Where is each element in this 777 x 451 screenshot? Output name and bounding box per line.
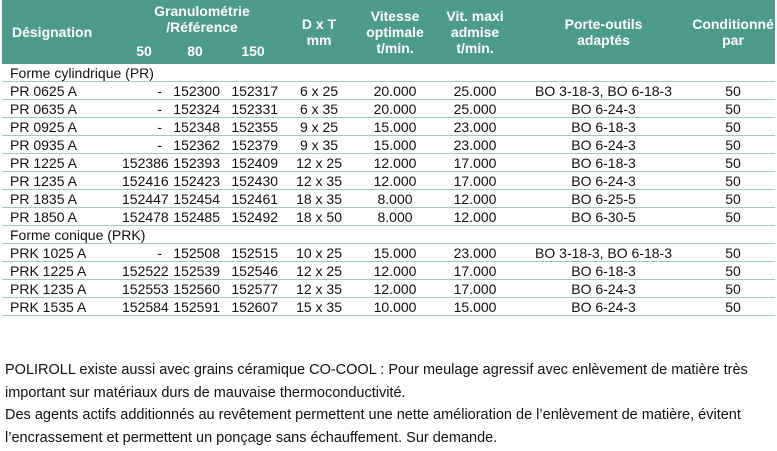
cell-grit-50: 152447: [122, 190, 169, 207]
cell-conditionne: 50: [691, 190, 775, 208]
cell-conditionne: 50: [691, 262, 775, 280]
cell-grit-150: 152317: [224, 82, 282, 100]
cell-grit-50: -: [122, 118, 166, 136]
cell-conditionne: 50: [691, 244, 775, 262]
header-granulometrie: Granulométrie /Référence: [122, 0, 282, 38]
group-row: [2, 64, 775, 82]
cell-grit-50: -: [122, 244, 166, 262]
header-vitesse-line3: t/min.: [376, 40, 414, 56]
cell-grit-50: 152478: [122, 208, 169, 225]
cell-vitmax: 25.000: [434, 100, 516, 118]
cell-porte-outils: BO 6-24-3: [516, 100, 691, 118]
cell-grit-150: 152515: [224, 244, 282, 262]
table-row: [2, 82, 775, 100]
cell-vitesse: 20.000: [356, 82, 434, 100]
header-dxt: [282, 0, 356, 64]
note-paragraph-2: Des agents actifs additionnés au revêtement permettent une nette amélioration de l’enlèvement de matière, évitent l’encrassement et permettent un ponçage sans échauffement. Sur demande.: [5, 407, 741, 446]
table-row: [2, 172, 775, 190]
notes: [5, 359, 771, 449]
cell-grit-80: 152348: [166, 118, 224, 136]
cell-grit-150: 152355: [224, 118, 282, 136]
cell-vitesse: 8.000: [356, 190, 434, 208]
header-vitesse-line2: optimale: [366, 24, 424, 40]
cell-dxt: 9 x 25: [282, 118, 356, 136]
cell-porte-outils: BO 6-24-3: [516, 280, 691, 298]
cell-grit-150: 152331: [224, 100, 282, 118]
cell-dxt: 10 x 25: [282, 244, 356, 262]
cell-grit-50: 152584: [122, 298, 169, 315]
cell-vitmax: 23.000: [434, 118, 516, 136]
header-vitesse: [356, 0, 434, 64]
cell-designation: PR 0935 A: [2, 136, 122, 154]
cell-designation: PR 1850 A: [2, 208, 122, 226]
cell-conditionne: 50: [691, 136, 775, 154]
cell-vitmax: 17.000: [434, 172, 516, 190]
cell-designation: PR 0925 A: [2, 118, 122, 136]
header-conditionne: [691, 0, 775, 64]
cell-grit-80: 152362: [166, 136, 224, 154]
cell-vitmax: 12.000: [434, 190, 516, 208]
cell-porte-outils: BO 6-24-3: [516, 298, 691, 316]
cell-dxt: 15 x 35: [282, 298, 356, 316]
cell-grit-50: 152522: [122, 262, 169, 279]
cell-vitmax: 17.000: [434, 280, 516, 298]
cell-vitesse: 12.000: [356, 154, 434, 172]
table-row: [2, 100, 775, 118]
cell-grit-80: 152324: [166, 100, 224, 118]
cell-grit-80: 152591: [166, 298, 224, 316]
product-table: [2, 0, 775, 316]
table-row: [2, 298, 775, 316]
cell-vitmax: 25.000: [434, 82, 516, 100]
cell-conditionne: 50: [691, 172, 775, 190]
cell-vitesse: 15.000: [356, 136, 434, 154]
header-vitmax-line3: t/min.: [456, 40, 494, 56]
cell-dxt: 6 x 25: [282, 82, 356, 100]
cell-conditionne: 50: [691, 208, 775, 226]
cell-grit-80: 152539: [166, 262, 224, 280]
cell-porte-outils: BO 6-18-3: [516, 262, 691, 280]
header-dxt-line2: mm: [306, 32, 332, 48]
cell-vitesse: 10.000: [356, 298, 434, 316]
table-row: [2, 136, 775, 154]
cell-vitesse: 15.000: [356, 118, 434, 136]
header-cond-line2: par: [722, 32, 744, 48]
header-vitmax-line2: admise: [450, 24, 500, 40]
cell-designation: PRK 1025 A: [2, 244, 122, 262]
cell-grit-50: 152553: [122, 280, 169, 297]
cell-designation: PR 1225 A: [2, 154, 122, 172]
cell-dxt: 6 x 35: [282, 100, 356, 118]
cell-vitesse: 12.000: [356, 280, 434, 298]
header-grit-50: 50: [122, 38, 166, 64]
table-row: [2, 118, 775, 136]
cell-porte-outils: BO 6-30-5: [516, 208, 691, 226]
cell-designation: PR 1235 A: [2, 172, 122, 190]
cell-vitmax: 23.000: [434, 136, 516, 154]
cell-conditionne: 50: [691, 298, 775, 316]
table-row: [2, 262, 775, 280]
table-body: [2, 64, 775, 316]
cell-grit-50: -: [122, 100, 166, 118]
header-grit-80: 80: [166, 38, 224, 64]
cell-grit-50: -: [122, 136, 166, 154]
cell-dxt: 12 x 35: [282, 172, 356, 190]
cell-grit-80: 152300: [166, 82, 224, 100]
header-vitmax-line1: Vit. maxi: [446, 8, 504, 24]
cell-designation: PRK 1225 A: [2, 262, 122, 280]
cell-vitesse: 15.000: [356, 244, 434, 262]
cell-conditionne: 50: [691, 280, 775, 298]
cell-porte-outils: BO 6-24-3: [516, 172, 691, 190]
cell-designation: PR 0625 A: [2, 82, 122, 100]
cell-dxt: 12 x 25: [282, 154, 356, 172]
cell-grit-80: 152560: [166, 280, 224, 298]
cell-grit-150: 152409: [224, 154, 282, 172]
cell-designation: PRK 1235 A: [2, 280, 122, 298]
cell-grit-50: -: [122, 82, 166, 100]
cell-vitmax: 12.000: [434, 208, 516, 226]
cell-porte-outils: BO 3-18-3, BO 6-18-3: [516, 244, 691, 262]
table-row: [2, 190, 775, 208]
cell-grit-150: 152379: [224, 136, 282, 154]
header-grit-150: 150: [224, 38, 282, 64]
cell-grit-80: 152485: [166, 208, 224, 226]
cell-grit-150: 152492: [224, 208, 282, 226]
cell-dxt: 12 x 35: [282, 280, 356, 298]
cell-vitmax: 23.000: [434, 244, 516, 262]
header-porte-line2: adaptés: [577, 32, 630, 48]
cell-porte-outils: BO 3-18-3, BO 6-18-3: [516, 82, 691, 100]
cell-grit-80: 152454: [166, 190, 224, 208]
cell-designation: PR 0635 A: [2, 100, 122, 118]
cell-dxt: 18 x 35: [282, 190, 356, 208]
cell-grit-50: 152386: [122, 154, 169, 171]
cell-designation: PRK 1535 A: [2, 298, 122, 316]
cell-grit-150: 152546: [224, 262, 282, 280]
group-title: Forme conique (PRK): [2, 226, 775, 244]
cell-vitesse: 20.000: [356, 100, 434, 118]
cell-porte-outils: BO 6-18-3: [516, 154, 691, 172]
header-porte-outils: [516, 0, 691, 64]
cell-vitesse: 12.000: [356, 262, 434, 280]
cell-designation: PR 1835 A: [2, 190, 122, 208]
cell-vitesse: 8.000: [356, 208, 434, 226]
cell-vitmax: 15.000: [434, 298, 516, 316]
cell-conditionne: 50: [691, 82, 775, 100]
group-row: [2, 226, 775, 244]
cell-grit-80: 152393: [166, 154, 224, 172]
header-cond-line1: Conditionné: [692, 16, 774, 32]
group-title: Forme cylindrique (PR): [2, 64, 775, 82]
cell-porte-outils: BO 6-25-5: [516, 190, 691, 208]
table-row: [2, 244, 775, 262]
cell-vitmax: 17.000: [434, 154, 516, 172]
header-porte-line1: Porte-outils: [564, 16, 643, 32]
cell-conditionne: 50: [691, 154, 775, 172]
header-designation: Désignation: [2, 0, 122, 64]
cell-grit-150: 152461: [224, 190, 282, 208]
cell-dxt: 12 x 25: [282, 262, 356, 280]
cell-porte-outils: BO 6-24-3: [516, 136, 691, 154]
table-row: [2, 280, 775, 298]
note-paragraph-1: POLIROLL existe aussi avec grains céramique CO-COOL : Pour meulage agressif avec enlèvement de matière très important sur matériaux durs de mauvaise thermoconductivité.: [5, 362, 748, 401]
cell-vitmax: 17.000: [434, 262, 516, 280]
cell-vitesse: 12.000: [356, 172, 434, 190]
cell-dxt: 9 x 35: [282, 136, 356, 154]
cell-conditionne: 50: [691, 100, 775, 118]
cell-conditionne: 50: [691, 118, 775, 136]
header-vitesse-line1: Vitesse: [370, 8, 420, 24]
cell-grit-80: 152508: [166, 244, 224, 262]
cell-dxt: 18 x 50: [282, 208, 356, 226]
header-vitmax: [434, 0, 516, 64]
cell-porte-outils: BO 6-18-3: [516, 118, 691, 136]
cell-grit-150: 152577: [224, 280, 282, 298]
cell-grit-150: 152607: [224, 298, 282, 316]
cell-grit-150: 152430: [224, 172, 282, 190]
header-dxt-line1: D x T: [301, 16, 337, 32]
table-header: [2, 0, 775, 64]
cell-grit-50: 152416: [122, 172, 169, 189]
table-row: [2, 154, 775, 172]
table-row: [2, 208, 775, 226]
cell-grit-80: 152423: [166, 172, 224, 190]
